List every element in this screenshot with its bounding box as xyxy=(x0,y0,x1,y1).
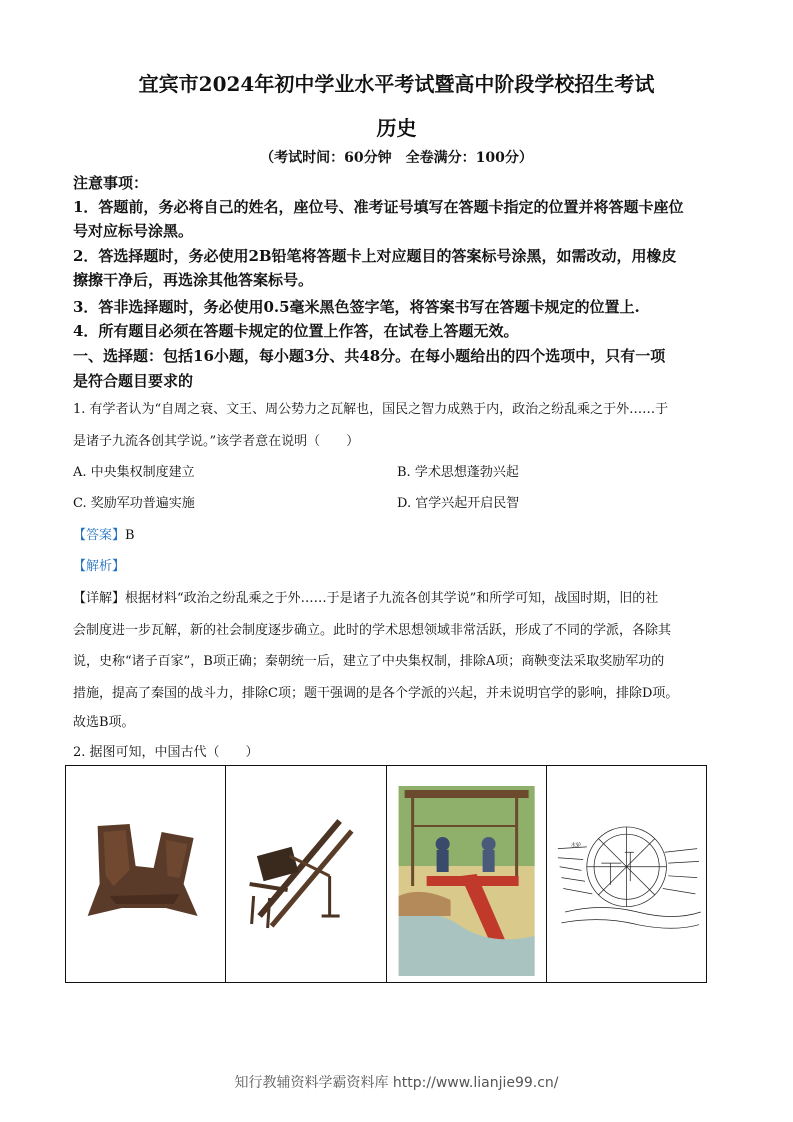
detail-tag: 【详解】 xyxy=(73,591,126,606)
detail-line xyxy=(73,587,658,606)
q2-stem: 2. 据图可知，中国古代（ ） xyxy=(73,745,259,760)
notice-item: 1．答题前，务必将自己的姓名，座位号、准考证号填写在答题卡指定的位置并将答题卡座位 xyxy=(73,198,684,216)
notice-item: 3．答非选择题时，务必使用0.5毫米黑色签字笔，将答案书写在答题卡规定的位置上. xyxy=(73,298,640,316)
exam-title: 宜宾市2024年初中学业水平考试暨高中阶段学校招生考试 xyxy=(138,72,655,96)
notice-heading: 注意事项： xyxy=(73,174,149,192)
notice-item: 擦擦干净后，再选涂其他答案标号。 xyxy=(73,271,314,289)
q1-stem: 是诸子九流各创其学说。”该学者意在说明（ ） xyxy=(73,434,360,449)
iron-plowshare-image xyxy=(66,766,226,982)
water-wheel-sketch-image xyxy=(547,766,706,982)
detail-text: 根据材料“政治之纷乱乘之于外……于是诸子九流各创其学说”和所学可知，战国时期，旧的社 xyxy=(125,591,659,606)
detail-line: 说，史称“诸子百家”，B项正确；秦朝统一后，建立了中央集权制，排除A项；商鞅变法采取奖励军功的 xyxy=(73,654,665,669)
section-heading: 一、选择题：包括16小题，每小题3分、共48分。在每小题给出的四个选项中，只有一项 xyxy=(73,347,666,365)
analysis-tag: 【解析】 xyxy=(73,559,126,574)
answer-tag: 【答案】 xyxy=(73,528,126,543)
notice-item: 号对应标号涂黑。 xyxy=(73,222,194,240)
exam-info: （考试时间：60分钟 全卷满分：100分） xyxy=(260,150,533,166)
q1-answer xyxy=(73,524,135,543)
plough-image xyxy=(226,766,386,982)
q1-option-c: C. 奖励军功普遍实施 xyxy=(73,496,195,511)
answer-value: B xyxy=(125,528,135,543)
q1-option-a: A. 中央集权制度建立 xyxy=(73,465,195,480)
q1-option-b: B. 学术思想蓬勃兴起 xyxy=(397,465,519,480)
detail-line: 措施，提高了秦国的战斗力，排除C项；题干强调的是各个学派的兴起，并未说明官学的影响，排除D项。 xyxy=(73,686,679,701)
q2-image-row xyxy=(65,765,707,983)
q1-stem: 1. 有学者认为“自周之衰、文王、周公势力之瓦解也，国民之智力成熟于内，政治之纷乱乘之于外……于 xyxy=(73,402,669,417)
detail-line: 会制度进一步瓦解，新的社会制度逐步确立。此时的学术思想领域非常活跃，形成了不同的学派，各除其 xyxy=(73,623,672,638)
water-wheel-painting-image xyxy=(387,766,547,982)
notice-item: 4．所有题目必须在答题卡规定的位置上作答，在试卷上答题无效。 xyxy=(73,322,519,340)
notice-item: 2．答选择题时，务必使用2B铅笔将答题卡上对应题目的答案标号涂黑，如需改动，用橡皮 xyxy=(73,247,677,265)
q1-option-d: D. 官学兴起开启民智 xyxy=(397,496,520,511)
footer-watermark: 知行教辅资料学霸资料库 http://www.lianjie99.cn/ xyxy=(234,1075,559,1091)
svg-text:水轮: 水轮 xyxy=(570,842,582,849)
subject-title: 历史 xyxy=(376,116,417,140)
detail-line: 故选B项。 xyxy=(73,715,135,730)
section-heading: 是符合题目要求的 xyxy=(73,372,194,390)
